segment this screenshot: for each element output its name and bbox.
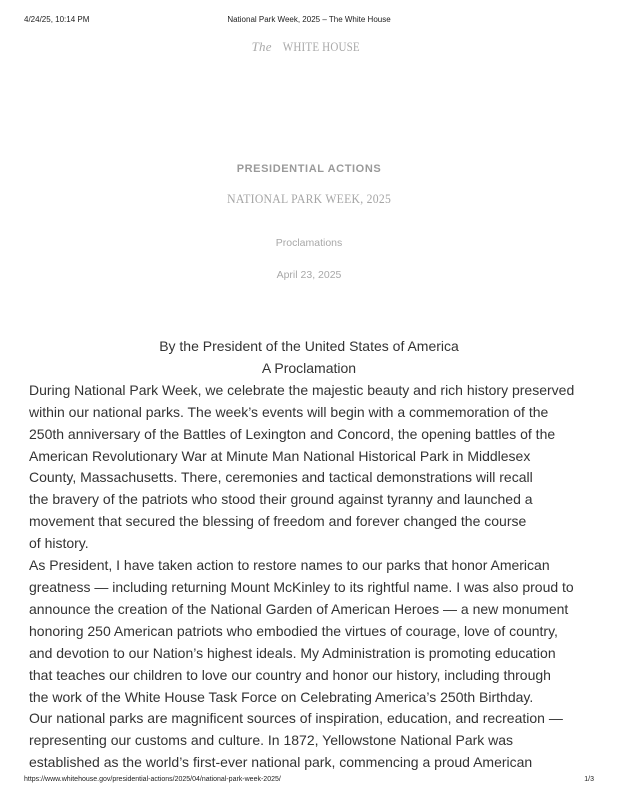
paragraph-2 <box>29 555 599 708</box>
paragraph-3 <box>29 708 599 774</box>
section-kicker[interactable]: PRESIDENTIAL ACTIONS <box>236 163 382 175</box>
text-line: Our national parks are magnificent sources of inspiration, education, and recreation — <box>29 710 563 727</box>
print-page-title: National Park Week, 2025 – The White House <box>227 15 391 24</box>
text-line: that teaches our children to love our country and honor our history, including through <box>29 666 551 683</box>
text-line: greatness — including returning Mount McKinley to its rightful name. I was also proud to <box>29 578 574 595</box>
text-line: 250th anniversary of the Battles of Lexington and Concord, the opening battles of the <box>29 425 556 442</box>
text-line: within our national parks. The week’s events will begin with a commemoration of the <box>29 403 549 420</box>
page-number: 1/3 <box>584 776 594 783</box>
proclamation-subtitle: A Proclamation <box>261 359 357 376</box>
text-line: As President, I have taken action to restore names to our parks that honor American <box>29 557 550 574</box>
text-line: representing our customs and culture. In 1872, Yellowstone National Park was <box>29 732 514 749</box>
text-line: of history. <box>29 535 89 552</box>
text-line: and devotion to our Nation’s highest ideals. My Administration is promoting education <box>29 644 556 661</box>
page-title-text: NATIONAL PARK WEEK, 2025 <box>227 191 391 206</box>
logo-the: The <box>251 39 272 54</box>
article-body <box>29 336 599 774</box>
text-line: the work of the White House Task Force on Celebrating America’s 250th Birthday. <box>29 688 534 705</box>
text-line: County, Massachusetts. There, ceremonies and tactical demonstrations will recall <box>29 469 533 486</box>
publish-date: April 23, 2025 <box>276 269 342 281</box>
text-line: American Revolutionary War at Minute Man National Historical Park in Middlesex <box>29 447 531 464</box>
logo-name: WHITE HOUSE <box>282 39 360 54</box>
text-line: movement that secured the blessing of freedom and forever changed the course <box>29 513 527 530</box>
page-title <box>0 191 618 207</box>
text-line: announce the creation of the National Garden of American Heroes — a new monument <box>29 600 569 617</box>
text-line: established as the world’s first-ever national park, commencing a proud American <box>29 754 533 771</box>
category-link[interactable]: Proclamations <box>275 237 343 249</box>
print-url: https://www.whitehouse.gov/presidential-actions/2025/04/national-park-week-2025/ <box>24 776 281 783</box>
white-house-logo[interactable] <box>0 39 618 55</box>
text-line: honoring 250 American patriots who embodied the virtues of courage, love of country, <box>29 622 558 639</box>
paragraph-1 <box>29 380 599 555</box>
print-datetime: 4/24/25, 10:14 PM <box>24 15 90 24</box>
text-line: the bravery of the patriots who stood their ground against tyranny and launched a <box>29 491 533 508</box>
text-line: During National Park Week, we celebrate the majestic beauty and rich history preserved <box>29 381 575 398</box>
byline: By the President of the United States of America <box>159 338 459 354</box>
